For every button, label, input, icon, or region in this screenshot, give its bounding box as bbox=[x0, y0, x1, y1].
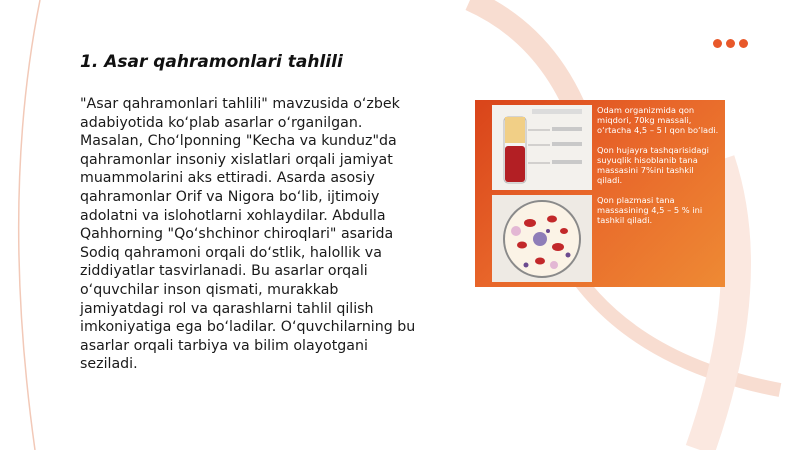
slide-title: 1. Asar qahramonlari tahlili bbox=[80, 52, 343, 72]
dot-icon bbox=[739, 39, 748, 48]
decorative-dots bbox=[713, 39, 748, 48]
image-notes bbox=[597, 105, 721, 235]
image-note: Qon hujayra tashqarisidagi suyuqlik hisoblanib tana massasini 7%ini tashkil qiladi. bbox=[597, 145, 709, 185]
blood-infographic-image bbox=[475, 100, 725, 287]
dot-icon bbox=[726, 39, 735, 48]
image-note: Qon plazmasi tana massasining 4,5 – 5 % ini tashkil qiladi. bbox=[597, 195, 703, 225]
blood-cells-illustration bbox=[492, 195, 592, 282]
dot-icon bbox=[713, 39, 722, 48]
slide-paragraph: "Asar qahramonlari tahlili" mavzusida o‘zbek adabiyotida ko‘plab asarlar o‘rganilgan. Masalan, Cho‘lponning "Kecha va kunduz"da qahramonlar insoniy xislatlari orqali jamiyat muammolarini aks ettiradi. Asarda asosiy qahramonlar Orif va Nigora bo‘lib, ijtimoiy adolatni va islohotlarni xohlaydilar. Abdulla Qahhorning "Qo‘shchinor chiroqlari" asarida Sodiq qahramoni orqali do‘stlik, halollik va ziddiyatlar tasvirlanadi. Bu asarlar orqali o‘quvchilar inson qismati, murakkab jamiyatdagi rol va qarashlarni tahlil qilish imkoniyatiga ega bo‘ladilar. O‘quvchilarning bu asarlar orqali tarbiya va bilim olayotgani seziladi. bbox=[80, 96, 416, 373]
image-note: Odam organizmida qon miqdori, 70kg massali, o‘rtacha 4,5 – 5 l qon bo‘ladi. bbox=[597, 105, 719, 135]
blood-test-tube-illustration bbox=[492, 105, 592, 190]
